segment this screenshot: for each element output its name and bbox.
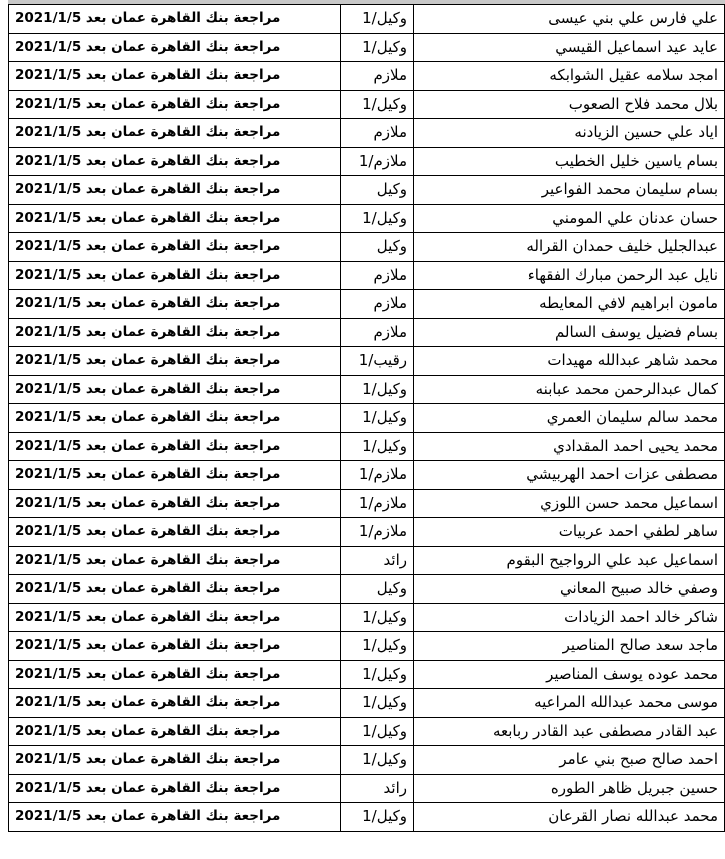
table-row xyxy=(9,546,725,575)
name-cell[interactable]: عبدالجليل خليف حمدان القراله xyxy=(414,233,725,262)
note-text: مراجعة بنك القاهرة عمان بعد 2021/1/5 xyxy=(15,238,281,254)
note-text: مراجعة بنك القاهرة عمان بعد 2021/1/5 xyxy=(15,181,281,197)
note-cell[interactable] xyxy=(9,689,341,718)
note-cell[interactable] xyxy=(9,717,341,746)
note-text: مراجعة بنك القاهرة عمان بعد 2021/1/5 xyxy=(15,124,281,140)
note-text: مراجعة بنك القاهرة عمان بعد 2021/1/5 xyxy=(15,380,281,397)
name-cell[interactable]: اسماعيل عبد علي الرواجيح البقوم xyxy=(414,546,725,575)
note-cell[interactable] xyxy=(9,774,341,803)
table-row xyxy=(9,90,725,119)
note-text: مراجعة بنك القاهرة عمان بعد 2021/1/5 xyxy=(15,580,281,596)
note-cell[interactable] xyxy=(9,62,341,91)
note-cell[interactable] xyxy=(9,432,341,461)
rank-cell[interactable]: وكيل xyxy=(341,176,414,205)
note-cell[interactable] xyxy=(9,546,341,575)
note-cell[interactable] xyxy=(9,261,341,290)
rank-cell[interactable]: ملازم/1 xyxy=(341,518,414,547)
note-text: مراجعة بنك القاهرة عمان بعد 2021/1/5 xyxy=(15,295,281,311)
note-cell[interactable] xyxy=(9,518,341,547)
note-text: مراجعة بنك القاهرة عمان بعد 2021/1/5 xyxy=(15,38,281,55)
rank-cell[interactable]: ملازم/1 xyxy=(341,461,414,490)
note-cell[interactable] xyxy=(9,404,341,433)
name-cell[interactable]: ساهر لطفي احمد عربيات xyxy=(414,518,725,547)
name-cell[interactable]: محمد يحيى احمد المقدادي xyxy=(414,432,725,461)
name-cell[interactable]: عبد القادر مصطفى عبد القادر ربابعه xyxy=(414,717,725,746)
rank-cell[interactable]: وكيل/1 xyxy=(341,432,414,461)
name-cell[interactable]: محمد سالم سليمان العمري xyxy=(414,404,725,433)
table-row xyxy=(9,5,725,34)
note-cell[interactable] xyxy=(9,632,341,661)
name-cell[interactable]: اياد علي حسين الزيادنه xyxy=(414,119,725,148)
table-row xyxy=(9,176,725,205)
name-cell[interactable]: حسان عدنان علي المومني xyxy=(414,204,725,233)
note-cell[interactable] xyxy=(9,347,341,376)
table-row xyxy=(9,318,725,347)
table-row xyxy=(9,489,725,518)
table-row xyxy=(9,803,725,832)
note-text: مراجعة بنك القاهرة عمان بعد 2021/1/5 xyxy=(15,665,281,682)
data-table xyxy=(8,4,725,832)
note-text: مراجعة بنك القاهرة عمان بعد 2021/1/5 xyxy=(15,323,281,340)
note-text: مراجعة بنك القاهرة عمان بعد 2021/1/5 xyxy=(15,608,281,625)
note-text: مراجعة بنك القاهرة عمان بعد 2021/1/5 xyxy=(15,67,281,83)
rank-cell[interactable]: ملازم xyxy=(341,290,414,319)
table-row xyxy=(9,233,725,262)
rank-cell[interactable]: ملازم xyxy=(341,119,414,148)
rank-cell[interactable]: وكيل/1 xyxy=(341,375,414,404)
rank-cell[interactable]: وكيل/1 xyxy=(341,204,414,233)
table-row xyxy=(9,603,725,632)
note-cell[interactable] xyxy=(9,33,341,62)
spreadsheet xyxy=(8,0,725,859)
note-text: مراجعة بنك القاهرة عمان بعد 2021/1/5 xyxy=(15,551,281,568)
table-row xyxy=(9,518,725,547)
rank-cell[interactable]: رقيب/1 xyxy=(341,347,414,376)
rank-cell[interactable]: ملازم xyxy=(341,318,414,347)
note-text: مراجعة بنك القاهرة عمان بعد 2021/1/5 xyxy=(15,722,281,739)
table-row xyxy=(9,290,725,319)
rank-cell[interactable]: ملازم xyxy=(341,62,414,91)
table-row xyxy=(9,62,725,91)
name-cell[interactable]: مصطفى عزات احمد الهربيشي xyxy=(414,461,725,490)
note-text: مراجعة بنك القاهرة عمان بعد 2021/1/5 xyxy=(15,523,281,539)
note-text: مراجعة بنك القاهرة عمان بعد 2021/1/5 xyxy=(15,694,281,710)
table-row xyxy=(9,660,725,689)
note-text: مراجعة بنك القاهرة عمان بعد 2021/1/5 xyxy=(15,152,281,169)
rank-cell[interactable]: وكيل xyxy=(341,575,414,604)
rank-cell[interactable]: رائد xyxy=(341,774,414,803)
name-cell[interactable]: مامون ابراهيم لافي المعايطه xyxy=(414,290,725,319)
note-text: مراجعة بنك القاهرة عمان بعد 2021/1/5 xyxy=(15,352,281,368)
table-row xyxy=(9,774,725,803)
rank-cell[interactable]: ملازم/1 xyxy=(341,147,414,176)
table-row xyxy=(9,404,725,433)
note-cell[interactable] xyxy=(9,119,341,148)
note-text: مراجعة بنك القاهرة عمان بعد 2021/1/5 xyxy=(15,779,281,796)
table-row xyxy=(9,261,725,290)
note-cell[interactable] xyxy=(9,90,341,119)
rank-cell[interactable]: وكيل/1 xyxy=(341,803,414,832)
note-cell[interactable] xyxy=(9,660,341,689)
name-cell[interactable]: بلال محمد فلاح الصعوب xyxy=(414,90,725,119)
name-cell[interactable]: شاكر خالد احمد الزيادات xyxy=(414,603,725,632)
name-cell[interactable]: عايد عيد اسماعيل القيسي xyxy=(414,33,725,62)
note-cell[interactable] xyxy=(9,375,341,404)
note-cell[interactable] xyxy=(9,233,341,262)
name-cell[interactable]: محمد عوده يوسف المناصير xyxy=(414,660,725,689)
note-text: مراجعة بنك القاهرة عمان بعد 2021/1/5 xyxy=(15,409,281,425)
name-cell[interactable]: ماجد سعد صالح المناصير xyxy=(414,632,725,661)
note-text: مراجعة بنك القاهرة عمان بعد 2021/1/5 xyxy=(15,751,281,767)
note-text: مراجعة بنك القاهرة عمان بعد 2021/1/5 xyxy=(15,10,281,26)
note-cell[interactable] xyxy=(9,603,341,632)
rank-cell[interactable]: وكيل/1 xyxy=(341,603,414,632)
name-cell[interactable]: بسام فضيل يوسف السالم xyxy=(414,318,725,347)
table-row xyxy=(9,746,725,775)
note-cell[interactable] xyxy=(9,204,341,233)
note-cell[interactable] xyxy=(9,489,341,518)
name-cell[interactable]: محمد شاهر عبدالله مهيدات xyxy=(414,347,725,376)
rank-cell[interactable]: وكيل/1 xyxy=(341,33,414,62)
note-text: مراجعة بنك القاهرة عمان بعد 2021/1/5 xyxy=(15,808,281,824)
table-row xyxy=(9,689,725,718)
table-row xyxy=(9,632,725,661)
name-cell[interactable]: علي فارس علي بني عيسى xyxy=(414,5,725,34)
rank-cell[interactable]: وكيل/1 xyxy=(341,689,414,718)
table-row xyxy=(9,575,725,604)
note-cell[interactable] xyxy=(9,461,341,490)
note-cell[interactable] xyxy=(9,318,341,347)
rank-cell[interactable]: رائد xyxy=(341,546,414,575)
note-cell[interactable] xyxy=(9,803,341,832)
note-cell[interactable] xyxy=(9,290,341,319)
rank-cell[interactable]: وكيل/1 xyxy=(341,660,414,689)
note-text: مراجعة بنك القاهرة عمان بعد 2021/1/5 xyxy=(15,437,281,454)
table-body xyxy=(9,5,725,832)
rank-cell[interactable]: وكيل/1 xyxy=(341,717,414,746)
note-text: مراجعة بنك القاهرة عمان بعد 2021/1/5 xyxy=(15,209,281,226)
note-cell[interactable] xyxy=(9,746,341,775)
name-cell[interactable]: احمد صالح صبح بني عامر xyxy=(414,746,725,775)
note-cell[interactable] xyxy=(9,176,341,205)
name-cell[interactable]: اسماعيل محمد حسن اللوزي xyxy=(414,489,725,518)
note-text: مراجعة بنك القاهرة عمان بعد 2021/1/5 xyxy=(15,95,281,112)
note-text: مراجعة بنك القاهرة عمان بعد 2021/1/5 xyxy=(15,266,281,283)
name-cell[interactable]: موسى محمد عبدالله المراعيه xyxy=(414,689,725,718)
rank-cell[interactable]: وكيل/1 xyxy=(341,5,414,34)
note-cell[interactable] xyxy=(9,5,341,34)
note-text: مراجعة بنك القاهرة عمان بعد 2021/1/5 xyxy=(15,466,281,482)
name-cell[interactable]: نايل عبد الرحمن مبارك الفقهاء xyxy=(414,261,725,290)
rank-cell[interactable]: وكيل xyxy=(341,233,414,262)
rank-cell[interactable]: وكيل/1 xyxy=(341,90,414,119)
rank-cell[interactable]: وكيل/1 xyxy=(341,746,414,775)
note-text: مراجعة بنك القاهرة عمان بعد 2021/1/5 xyxy=(15,494,281,511)
rank-cell[interactable]: وكيل/1 xyxy=(341,404,414,433)
name-cell[interactable]: بسام سليمان محمد الفواعير xyxy=(414,176,725,205)
table-row xyxy=(9,204,725,233)
table-row xyxy=(9,461,725,490)
name-cell[interactable]: حسين جبريل ظاهر الطوره xyxy=(414,774,725,803)
note-cell[interactable] xyxy=(9,147,341,176)
table-row xyxy=(9,33,725,62)
rank-cell[interactable]: ملازم xyxy=(341,261,414,290)
rank-cell[interactable]: وكيل/1 xyxy=(341,632,414,661)
rank-cell[interactable]: ملازم/1 xyxy=(341,489,414,518)
note-cell[interactable] xyxy=(9,575,341,604)
name-cell[interactable]: امجد سلامه عقيل الشوابكه xyxy=(414,62,725,91)
table-row xyxy=(9,717,725,746)
table-row xyxy=(9,347,725,376)
note-text: مراجعة بنك القاهرة عمان بعد 2021/1/5 xyxy=(15,637,281,653)
table-row xyxy=(9,432,725,461)
table-row xyxy=(9,147,725,176)
name-cell[interactable]: محمد عبدالله نصار القرعان xyxy=(414,803,725,832)
name-cell[interactable]: كمال عبدالرحمن محمد عبابنه xyxy=(414,375,725,404)
table-row xyxy=(9,119,725,148)
name-cell[interactable]: بسام ياسين خليل الخطيب xyxy=(414,147,725,176)
name-cell[interactable]: وصفي خالد صبيح المعاني xyxy=(414,575,725,604)
table-row xyxy=(9,375,725,404)
